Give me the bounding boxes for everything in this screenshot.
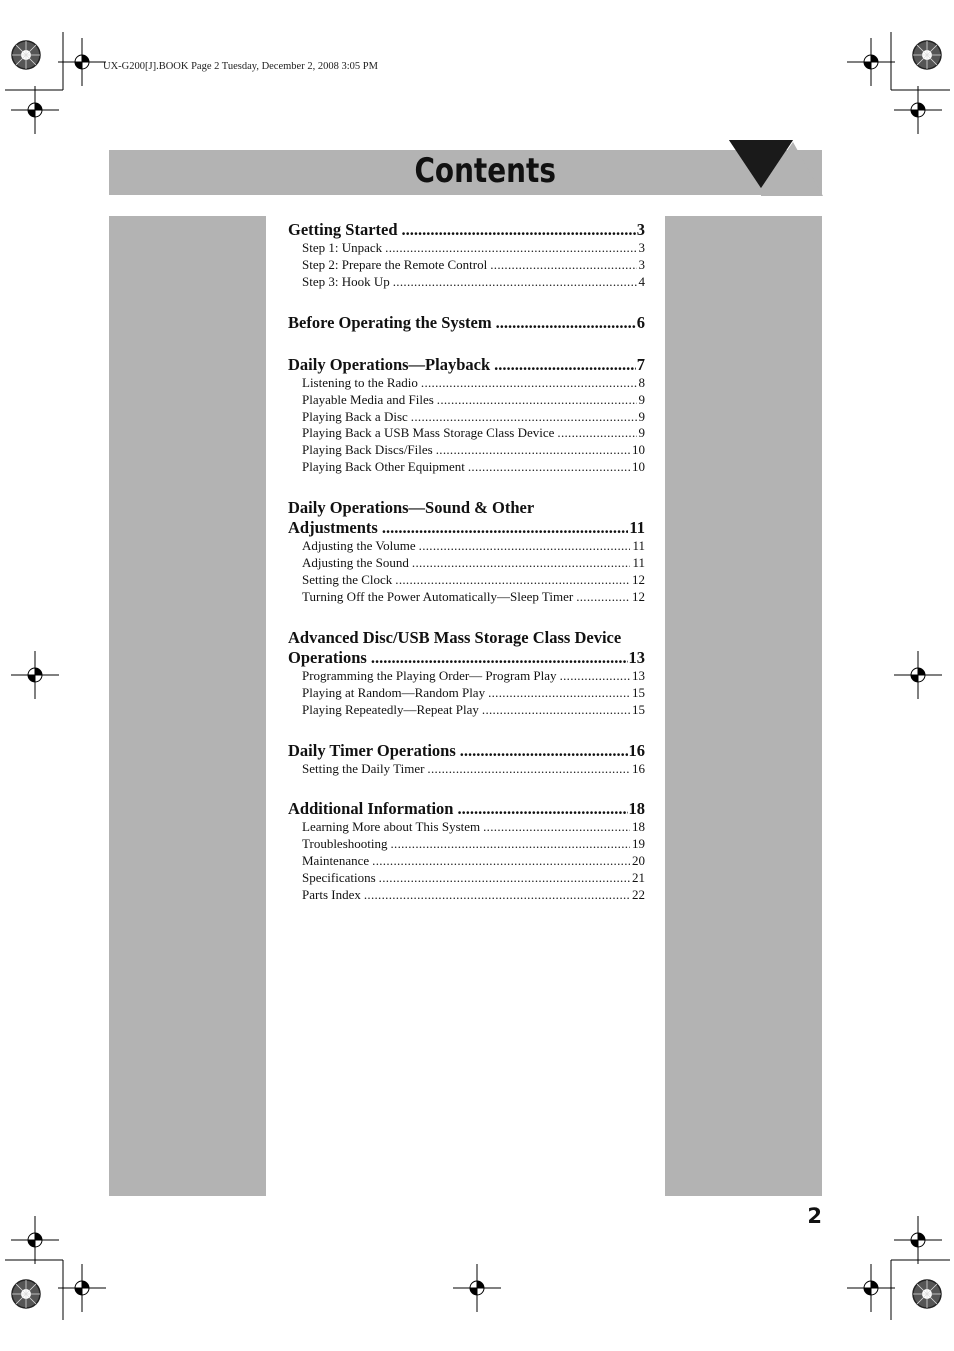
toc-item-page: 9 xyxy=(638,425,645,441)
toc-item-label: Specifications xyxy=(302,870,376,886)
section-page: 18 xyxy=(628,799,645,819)
toc-item-label: Playing Back Other Equipment xyxy=(302,459,465,475)
toc-item-label: Setting the Daily Timer xyxy=(302,760,425,776)
section-page: 3 xyxy=(636,220,645,239)
toc-item-page: 10 xyxy=(632,459,645,475)
toc-item-page: 9 xyxy=(638,408,645,424)
toc-item-page: 11 xyxy=(632,538,645,554)
print-header: UX-G200[J].BOOK Page 2 Tuesday, December 2, 2008 3:05 PM xyxy=(103,61,378,72)
toc-item-label: Step 1: Unpack xyxy=(302,240,383,255)
section-title: Before Operating the System xyxy=(288,312,492,332)
toc-item-label: Programming the Playing Order— Program Play xyxy=(302,667,557,683)
page-number: 2 xyxy=(807,1204,822,1228)
toc-item-page: 15 xyxy=(632,684,645,700)
section-page: 13 xyxy=(628,647,645,667)
page-title: Contents xyxy=(414,151,556,191)
toc-item-label: Setting the Clock xyxy=(302,571,393,587)
section-page: 6 xyxy=(636,312,645,332)
toc-item-label: Step 3: Hook Up xyxy=(302,273,390,289)
toc-item-label: Troubleshooting xyxy=(302,836,388,852)
toc-item-label: Adjusting the Sound xyxy=(302,555,409,571)
section-title: Additional Information xyxy=(288,799,454,819)
section-page: 11 xyxy=(629,518,645,538)
toc-item-page: 8 xyxy=(638,374,645,390)
toc-item-label: Adjusting the Volume xyxy=(302,538,416,554)
toc-item-label: Playing Back a USB Mass Storage Class Device xyxy=(302,425,555,441)
toc-item-label: Parts Index xyxy=(302,887,361,903)
toc-item-label: Turning Off the Power Automatically—Sleep Timer xyxy=(302,588,574,604)
toc-item-label: Playing Back a Disc xyxy=(302,408,408,424)
section-title-line1: Advanced Disc/USB Mass Storage Class Device xyxy=(288,627,622,647)
toc-item-page: 3 xyxy=(638,240,645,255)
toc-item-page: 15 xyxy=(632,701,645,717)
toc-item-page: 13 xyxy=(632,667,645,683)
toc-item-label: Listening to the Radio xyxy=(302,374,418,390)
toc-item-label: Playing at Random—Random Play xyxy=(302,684,486,700)
toc-item-page: 4 xyxy=(638,273,645,289)
toc-item-label: Playable Media and Files xyxy=(302,391,434,407)
section-title: Getting Started xyxy=(288,220,398,239)
section-title-line1: Daily Operations—Sound & Other xyxy=(288,498,535,518)
section-page: 16 xyxy=(628,740,645,760)
toc-item-page: 9 xyxy=(638,391,645,407)
toc-item-label: Step 2: Prepare the Remote Control xyxy=(302,256,488,272)
toc-item-page: 11 xyxy=(632,555,645,571)
toc-item-page: 12 xyxy=(632,571,645,587)
toc-item-page: 10 xyxy=(632,442,645,458)
toc-item-page: 22 xyxy=(632,887,645,903)
toc-item-label: Playing Back Discs/Files xyxy=(302,442,433,458)
toc-item-page: 3 xyxy=(638,256,645,272)
toc-item-page: 19 xyxy=(632,836,645,852)
section-title: Daily Timer Operations xyxy=(288,740,456,760)
toc-item-label: Playing Repeatedly—Repeat Play xyxy=(302,701,479,717)
toc-item-page: 16 xyxy=(632,760,645,776)
toc-item-page: 18 xyxy=(632,819,645,835)
section-title: Operations xyxy=(288,647,367,667)
toc-item-label: Learning More about This System xyxy=(302,819,481,835)
toc-item-page: 21 xyxy=(632,870,645,886)
section-title: Adjustments xyxy=(288,518,378,538)
section-page: 7 xyxy=(636,354,645,374)
section-title: Daily Operations—Playback xyxy=(288,354,491,374)
toc-item-page: 20 xyxy=(632,853,645,869)
toc-item-page: 12 xyxy=(632,588,645,604)
toc-item-label: Maintenance xyxy=(302,853,370,869)
